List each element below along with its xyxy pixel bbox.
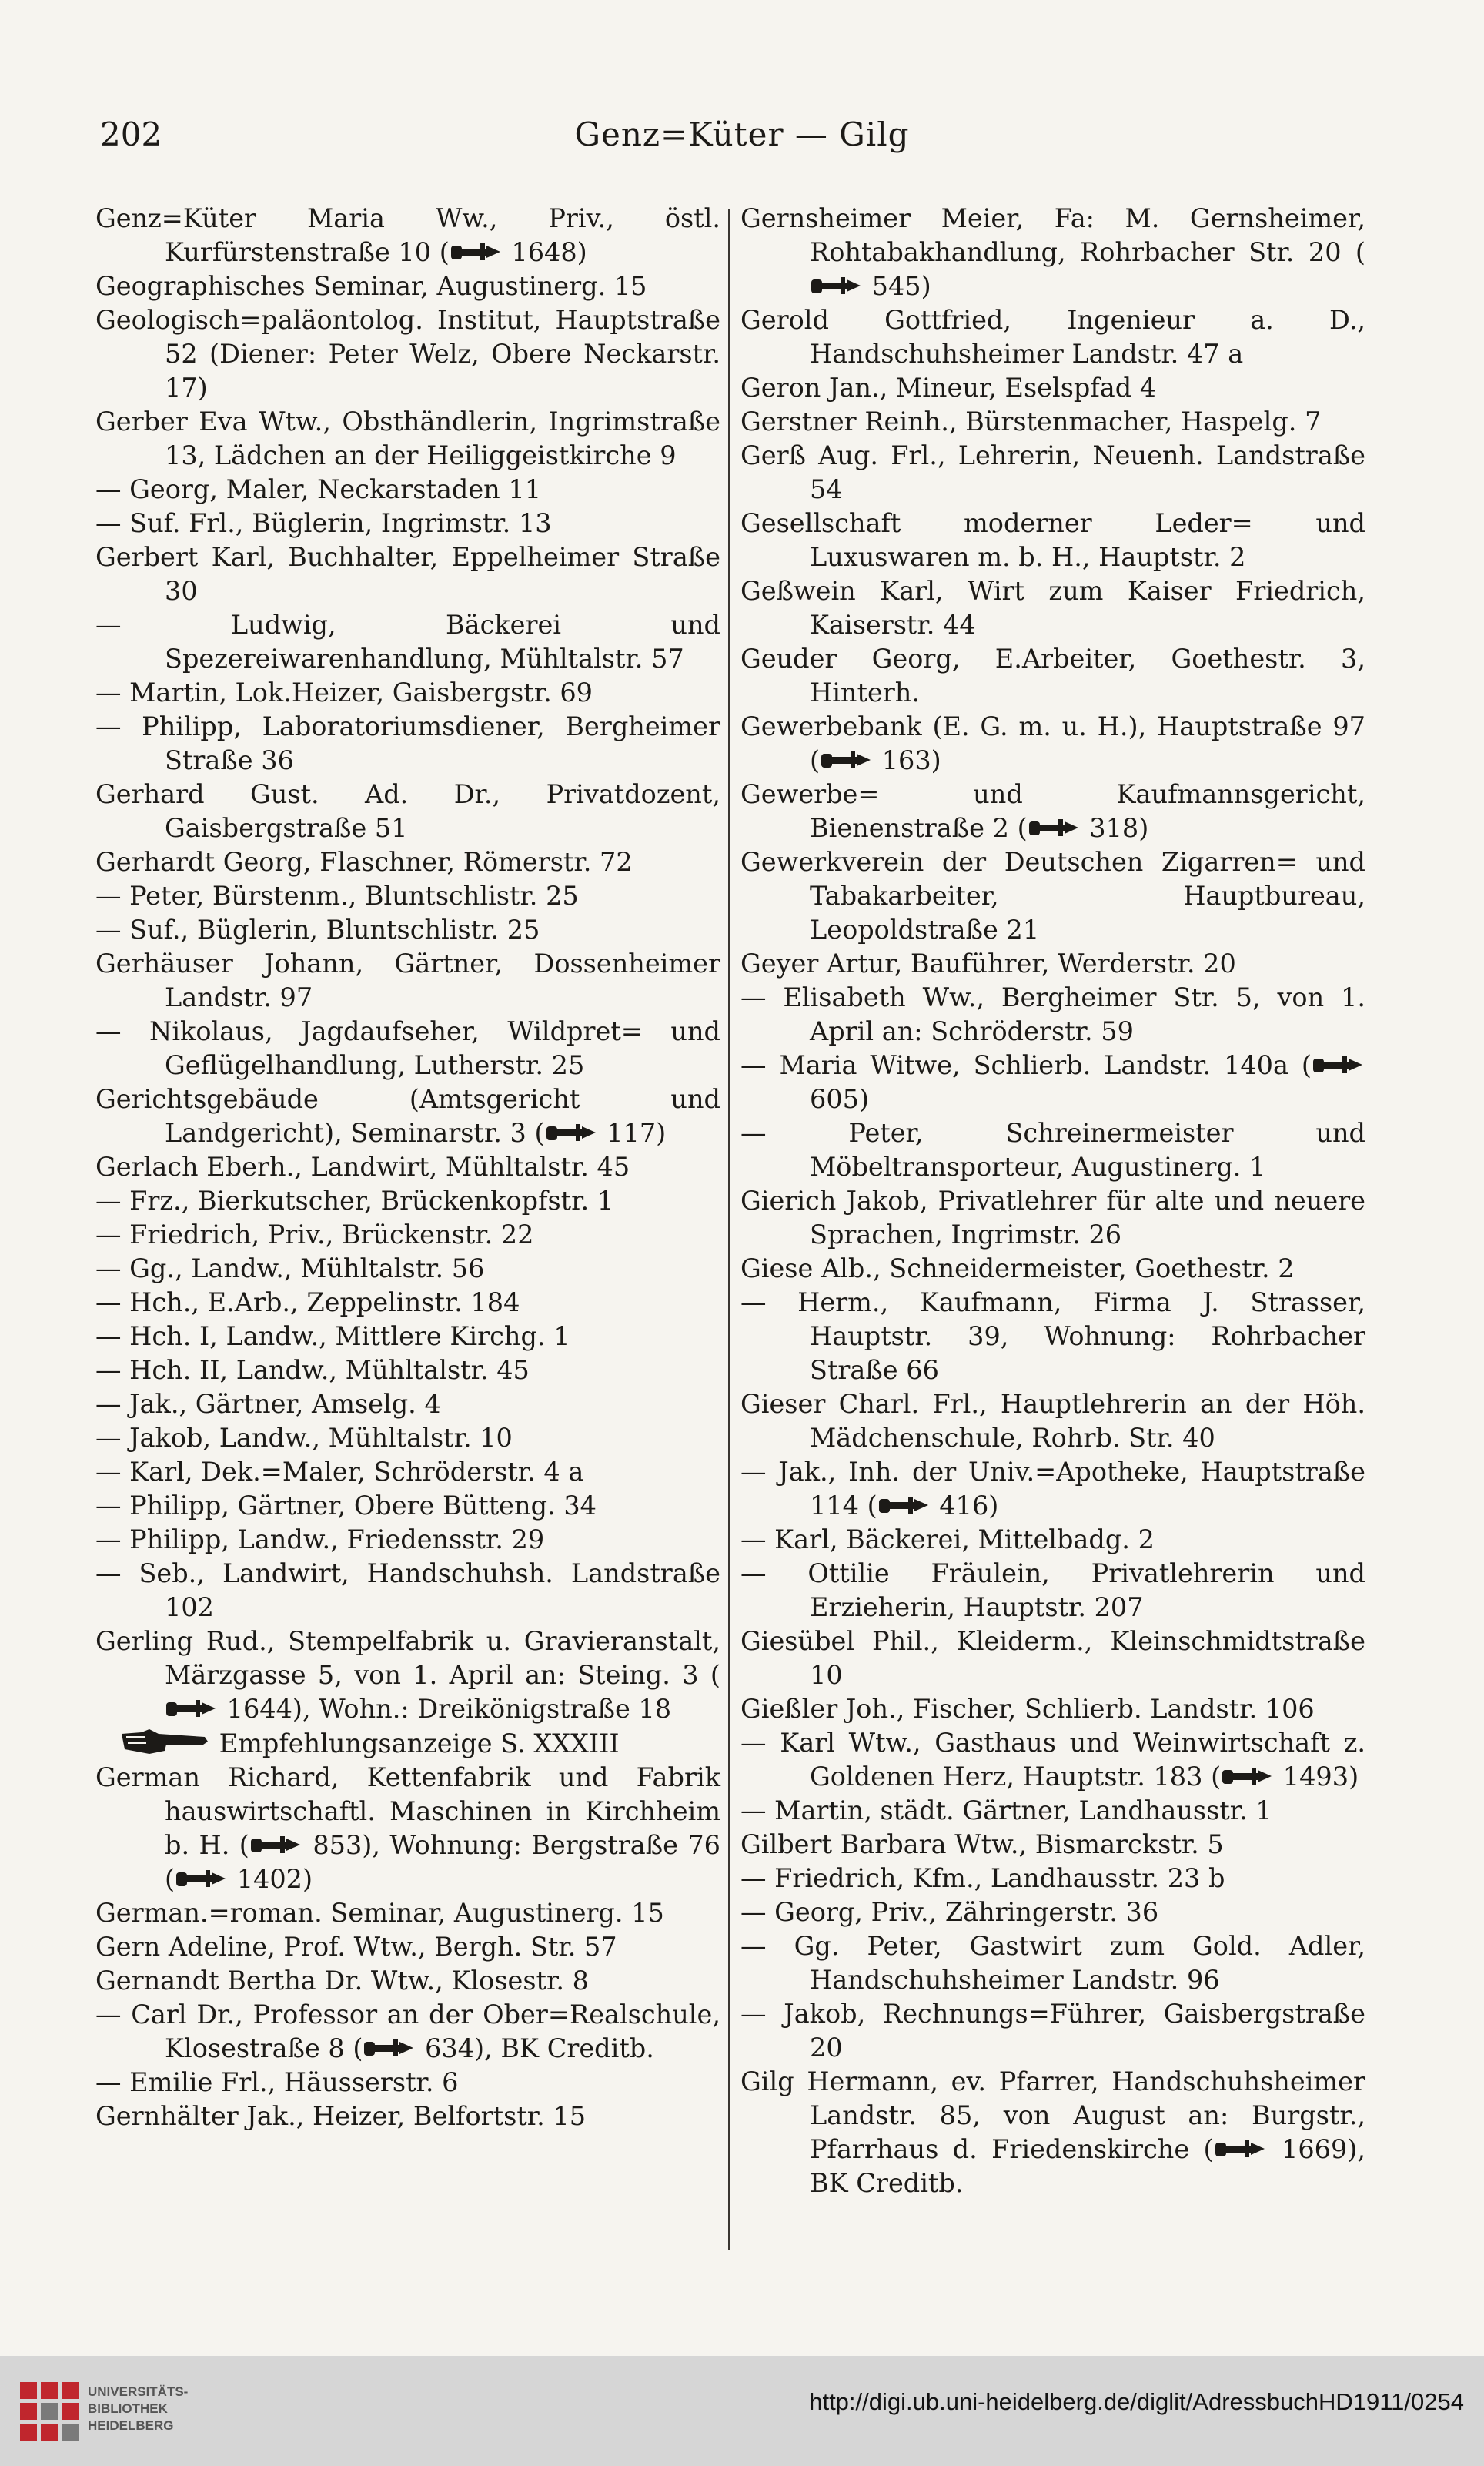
directory-entry: [740, 1286, 1365, 1387]
directory-entry: [95, 1320, 720, 1353]
entry-text-continued: ): [1349, 1762, 1359, 1792]
advertisement-note: [95, 1726, 720, 1761]
phone-number: 634: [416, 2033, 475, 2063]
directory-entry: [740, 1828, 1365, 1862]
entry-text: Geßwein Karl, Wirt zum Kaiser Friedrich, Kaiserstr. 44: [740, 576, 1365, 640]
column-divider: [728, 209, 730, 2250]
entry-text: Geologisch=paläontolog. Institut, Hauptstraße 52 (Diener: Peter Welz, Obere Neckarstr. 17): [95, 305, 720, 403]
entry-text: Geron Jan., Mineur, Eselspfad 4: [740, 373, 1157, 403]
phone-number: 1402: [229, 1864, 302, 1894]
entry-text: — Friedrich, Priv., Brückenstr. 22: [95, 1220, 534, 1250]
directory-entry: [740, 1455, 1365, 1523]
directory-entry: [95, 2100, 720, 2133]
directory-entry: [95, 1421, 720, 1455]
entry-text: Gerichtsgebäude (Amtsgericht und Landgericht), Seminarstr. 3 (: [95, 1084, 720, 1148]
directory-entry: [740, 1049, 1365, 1116]
directory-entry: [95, 1286, 720, 1320]
entry-text: Gewerkverein der Deutschen Zigarren= und Tabakarbeiter, Hauptbureau, Leopoldstraße 21: [740, 847, 1365, 945]
entry-text: Giese Alb., Schneidermeister, Goethestr. 2: [740, 1253, 1295, 1283]
directory-entry: [95, 1896, 720, 1930]
phone-number: 853: [302, 1830, 363, 1860]
directory-entry: [740, 1523, 1365, 1557]
directory-entry: [95, 1523, 720, 1557]
directory-entry: [740, 1929, 1365, 1997]
page-header: [100, 115, 1384, 162]
telephone-receiver-icon: [363, 2037, 416, 2059]
phone-number: 1648: [503, 237, 577, 267]
entry-text-continued: ): [302, 1864, 313, 1894]
left-column: [95, 202, 720, 2133]
directory-entry: [740, 405, 1365, 439]
entry-text: Gernandt Bertha Dr. Wtw., Klosestr. 8: [95, 1966, 589, 1996]
directory-entry: [95, 1218, 720, 1252]
entry-text: Gernhälter Jak., Heizer, Belfortstr. 15: [95, 2101, 587, 2131]
entry-text-continued: ): [656, 1118, 667, 1148]
entry-text: — Jakob, Rechnungs=Führer, Gaisbergstraße 20: [740, 1999, 1365, 2063]
directory-entry: [95, 1624, 720, 1726]
directory-entry: [95, 507, 720, 540]
entry-text: Gerling Rud., Stempelfabrik u. Gravieranstalt, Märzgasse 5, von 1. April an: Steing. 3 (: [95, 1626, 720, 1690]
entry-text: — Seb., Landwirt, Handschuhsh. Landstraße 102: [95, 1558, 720, 1622]
entry-text: — Georg, Maler, Neckarstaden 11: [95, 474, 542, 504]
entry-text: German.=roman. Seminar, Augustinerg. 15: [95, 1898, 664, 1928]
directory-entry: [740, 574, 1365, 642]
entry-text: Genz=Küter Maria Ww., Priv., östl. Kurfürstenstraße 10 (: [95, 203, 720, 267]
directory-entry: [740, 202, 1365, 303]
entry-text: Gierich Jakob, Privatlehrer für alte und neuere Sprachen, Ingrimstr. 26: [740, 1186, 1365, 1250]
entry-text: — Karl, Dek.=Maler, Schröderstr. 4 a: [95, 1457, 584, 1487]
entry-text: Gesellschaft moderner Leder= und Luxuswaren m. b. H., Hauptstr. 2: [740, 508, 1365, 572]
entry-text: Gerbert Karl, Buchhalter, Eppelheimer Straße 30: [95, 542, 720, 606]
telephone-receiver-icon: [175, 1868, 229, 1889]
directory-entry: [740, 1726, 1365, 1794]
entry-text: — Georg, Priv., Zähringerstr. 36: [740, 1897, 1159, 1927]
entry-text: — Elisabeth Ww., Bergheimer Str. 5, von 1. April an: Schröderstr. 59: [740, 982, 1365, 1046]
telephone-receiver-icon: [249, 1834, 303, 1855]
entry-text: Gernsheimer Meier, Fa: M. Gernsheimer, Rohtabakhandlung, Rohrbacher Str. 20 (: [740, 203, 1365, 267]
directory-entry: [95, 1761, 720, 1896]
entry-text-continued: ): [577, 237, 587, 267]
logo-text: [88, 2384, 188, 2434]
directory-entry: [95, 845, 720, 879]
university-library-logo-icon: [17, 2379, 82, 2444]
logo-text-line: UNIVERSITÄTS-: [88, 2384, 189, 2399]
entry-text: — Peter, Schreinermeister und Möbeltransporteur, Augustinerg. 1: [740, 1118, 1365, 1182]
university-library-logo[interactable]: [17, 2376, 232, 2450]
entry-text: Gilbert Barbara Wtw., Bismarckstr. 5: [740, 1829, 1224, 1859]
page-number: 202: [100, 115, 162, 153]
entry-text: — Karl, Bäckerei, Mittelbadg. 2: [740, 1524, 1155, 1554]
directory-entry: [95, 608, 720, 676]
directory-entry: [95, 913, 720, 947]
entry-text: — Ottilie Fräulein, Privatlehrerin und Erzieherin, Hauptstr. 207: [740, 1558, 1365, 1622]
directory-entry: [95, 1964, 720, 1998]
directory-entry: [740, 1116, 1365, 1184]
directory-entry: [740, 845, 1365, 947]
directory-entry: [740, 1624, 1365, 1692]
directory-entry: [95, 473, 720, 507]
entry-text: — Herm., Kaufmann, Firma J. Strasser, Hauptstr. 39, Wohnung: Rohrbacher Straße 66: [740, 1287, 1365, 1385]
entry-text-continued: ): [988, 1491, 999, 1521]
entry-text-continued: ), BK Creditb.: [474, 2033, 654, 2063]
entry-text-continued: ): [931, 745, 941, 775]
entry-text: — Hch., E.Arb., Zeppelinstr. 184: [95, 1287, 520, 1317]
directory-entry: [740, 1184, 1365, 1252]
phone-number: 545: [864, 271, 921, 301]
directory-entry: [95, 710, 720, 778]
entry-text: — Philipp, Gärtner, Obere Bütteng. 34: [95, 1491, 597, 1521]
entry-text: — Emilie Frl., Häusserstr. 6: [95, 2067, 459, 2097]
entry-text: — Friedrich, Kfm., Landhausstr. 23 b: [740, 1863, 1225, 1893]
entry-text: Gerstner Reinh., Bürstenmacher, Haspelg. 7: [740, 407, 1322, 437]
directory-entry: [740, 507, 1365, 574]
directory-entry: [95, 1930, 720, 1964]
directory-entry: [740, 778, 1365, 845]
entry-text: — Hch. I, Landw., Mittlere Kirchg. 1: [95, 1321, 570, 1351]
phone-number: 163: [874, 745, 931, 775]
entry-text: Gerber Eva Wtw., Obsthändlerin, Ingrimstraße 13, Lädchen an der Heiliggeistkirche 9: [95, 407, 720, 470]
directory-columns: [95, 202, 1389, 2280]
directory-entry: [95, 202, 720, 269]
directory-entry: [740, 1896, 1365, 1929]
phone-number: 416: [931, 1491, 989, 1521]
entry-text: Empfehlungsanzeige S. XXXIII: [211, 1728, 620, 1758]
entry-text: Geographisches Seminar, Augustinerg. 15: [95, 271, 647, 301]
phone-number: 1493: [1275, 1762, 1349, 1792]
footer-bar: [0, 2356, 1484, 2466]
entry-text: — Karl Wtw., Gasthaus und Weinwirtschaft z. Goldenen Herz, Hauptstr. 183 (: [740, 1728, 1365, 1792]
entry-text: German Richard, Kettenfabrik und Fabrik hauswirtschaftl. Maschinen in Kirchheim b. H. (: [95, 1762, 720, 1860]
directory-entry: [95, 1353, 720, 1387]
entry-text: Gieser Charl. Frl., Hauptlehrerin an der Höh. Mädchenschule, Rohrb. Str. 40: [740, 1389, 1365, 1453]
telephone-receiver-icon: [1312, 1054, 1365, 1076]
directory-entry: [740, 1997, 1365, 2065]
entry-text: Gerß Aug. Frl., Lehrerin, Neuenh. Landstraße 54: [740, 440, 1365, 504]
directory-entry: [740, 1387, 1365, 1455]
entry-text-continued: ): [1138, 813, 1149, 843]
entry-text: Gewerbe= und Kaufmannsgericht, Bienenstraße 2 (: [740, 779, 1365, 843]
entry-text-continued: ), Wohnung: Bergstraße 76 (: [165, 1830, 720, 1894]
phone-number: 1669: [1267, 2134, 1348, 2164]
entry-text-continued: ), BK Creditb.: [810, 2134, 1366, 2198]
directory-entry: [740, 710, 1365, 778]
entry-text: Gießler Joh., Fischer, Schlierb. Landstr. 106: [740, 1694, 1315, 1724]
entry-text: — Gg. Peter, Gastwirt zum Gold. Adler, Handschuhsheimer Landstr. 96: [740, 1931, 1365, 1995]
entry-text: Gewerbebank (E. G. m. u. H.), Hauptstraße 97 (: [740, 711, 1365, 775]
directory-entry: [95, 1184, 720, 1218]
entry-text: Geyer Artur, Bauführer, Werderstr. 20: [740, 949, 1236, 979]
directory-entry: [95, 1015, 720, 1082]
entry-text: — Philipp, Landw., Friedensstr. 29: [95, 1524, 545, 1554]
phone-number: 1644: [219, 1694, 292, 1724]
telephone-receiver-icon: [450, 241, 503, 263]
directory-entry: [95, 947, 720, 1015]
telephone-receiver-icon: [820, 749, 874, 771]
directory-entry: [740, 2065, 1365, 2200]
telephone-receiver-icon: [165, 1698, 219, 1719]
directory-entry: [95, 1082, 720, 1150]
directory-entry: [95, 303, 720, 405]
directory-entry: [95, 879, 720, 913]
entry-text: — Nikolaus, Jagdaufseher, Wildpret= und Geflügelhandlung, Lutherstr. 25: [95, 1016, 720, 1080]
entry-text: — Carl Dr., Professor an der Ober=Realschule, Klosestraße 8 (: [95, 1999, 720, 2063]
directory-entry: [740, 1252, 1365, 1286]
entry-text: — Maria Witwe, Schlierb. Landstr. 140a (: [740, 1050, 1312, 1080]
directory-entry: [740, 303, 1365, 371]
entry-text: — Martin, städt. Gärtner, Landhausstr. 1: [740, 1795, 1272, 1825]
telephone-receiver-icon: [1028, 817, 1081, 838]
entry-text: — Martin, Lok.Heizer, Gaisbergstr. 69: [95, 678, 593, 708]
directory-entry: [740, 642, 1365, 710]
entry-text: — Jak., Gärtner, Amselg. 4: [95, 1389, 441, 1419]
source-url-link[interactable]: http://digi.ub.uni-heidelberg.de/diglit/AdressbuchHD1911/0254: [809, 2388, 1464, 2415]
directory-entry: [95, 1998, 720, 2066]
entry-text-continued: ): [921, 271, 931, 301]
directory-entry: [95, 1557, 720, 1624]
phone-number: 117: [598, 1118, 657, 1148]
entry-text: Geuder Georg, E.Arbeiter, Goethestr. 3, Hinterh.: [740, 644, 1365, 708]
entry-text: Gerold Gottfried, Ingenieur a. D., Handschuhsheimer Landstr. 47 a: [740, 305, 1365, 369]
directory-entry: [740, 1862, 1365, 1896]
entry-text: — Gg., Landw., Mühltalstr. 56: [95, 1253, 485, 1283]
directory-entry: [95, 405, 720, 473]
running-head: Genz=Küter — Gilg: [574, 115, 910, 153]
entry-text: — Hch. II, Landw., Mühltalstr. 45: [95, 1355, 530, 1385]
logo-text-line: BIBLIOTHEK: [88, 2401, 168, 2416]
directory-entry: [95, 1252, 720, 1286]
entry-text: Gerhard Gust. Ad. Dr., Privatdozent, Gaisbergstraße 51: [95, 779, 720, 843]
directory-entry: [95, 1150, 720, 1184]
entry-text: — Peter, Bürstenm., Bluntschlistr. 25: [95, 881, 579, 911]
entry-text: Gern Adeline, Prof. Wtw., Bergh. Str. 57: [95, 1932, 617, 1962]
pointing-hand-icon: [119, 1726, 211, 1757]
directory-entry: [95, 676, 720, 710]
entry-text: — Suf., Büglerin, Bluntschlistr. 25: [95, 915, 540, 945]
directory-entry: [740, 1557, 1365, 1624]
directory-entry: [95, 269, 720, 303]
right-column: [740, 202, 1365, 2200]
entry-text: — Frz., Bierkutscher, Brückenkopfstr. 1: [95, 1186, 614, 1216]
telephone-receiver-icon: [1221, 1765, 1275, 1787]
directory-entry: [740, 1794, 1365, 1828]
directory-entry: [95, 2066, 720, 2100]
telephone-receiver-icon: [545, 1122, 599, 1143]
entry-text: Gerhardt Georg, Flaschner, Römerstr. 72: [95, 847, 633, 877]
entry-text: Gilg Hermann, ev. Pfarrer, Handschuhsheimer Landstr. 85, von August an: Burgstr., Pfarrhaus d. Friedenskirche (: [740, 2066, 1365, 2164]
directory-entry: [740, 371, 1365, 405]
directory-entry: [95, 1455, 720, 1489]
directory-entry: [95, 1387, 720, 1421]
entry-text: Gerhäuser Johann, Gärtner, Dossenheimer Landstr. 97: [95, 949, 720, 1012]
phone-number: 605: [810, 1084, 859, 1114]
directory-entry: [95, 778, 720, 845]
entry-text: Giesübel Phil., Kleiderm., Kleinschmidtstraße 10: [740, 1626, 1365, 1690]
entry-text: — Jak., Inh. der Univ.=Apotheke, Hauptstraße 114 (: [740, 1457, 1365, 1521]
telephone-receiver-icon: [877, 1494, 931, 1516]
entry-text: — Jakob, Landw., Mühltalstr. 10: [95, 1423, 513, 1453]
phone-number: 318: [1081, 813, 1139, 843]
directory-entry: [740, 1692, 1365, 1726]
telephone-receiver-icon: [810, 275, 864, 296]
entry-text: Gerlach Eberh., Landwirt, Mühltalstr. 45: [95, 1152, 630, 1182]
directory-entry: [740, 981, 1365, 1049]
entry-text: — Suf. Frl., Büglerin, Ingrimstr. 13: [95, 508, 552, 538]
entry-text-continued: ), Wohn.: Dreikönigstraße 18: [292, 1694, 672, 1724]
logo-text-line: HEIDELBERG: [88, 2418, 174, 2433]
directory-entry: [95, 1489, 720, 1523]
directory-entry: [740, 439, 1365, 507]
telephone-receiver-icon: [1214, 2138, 1268, 2160]
directory-entry: [95, 540, 720, 608]
directory-entry: [740, 947, 1365, 981]
entry-text: — Ludwig, Bäckerei und Spezereiwarenhandlung, Mühltalstr. 57: [95, 610, 720, 674]
entry-text: — Philipp, Laboratoriumsdiener, Bergheimer Straße 36: [95, 711, 720, 775]
entry-text-continued: ): [858, 1084, 870, 1114]
